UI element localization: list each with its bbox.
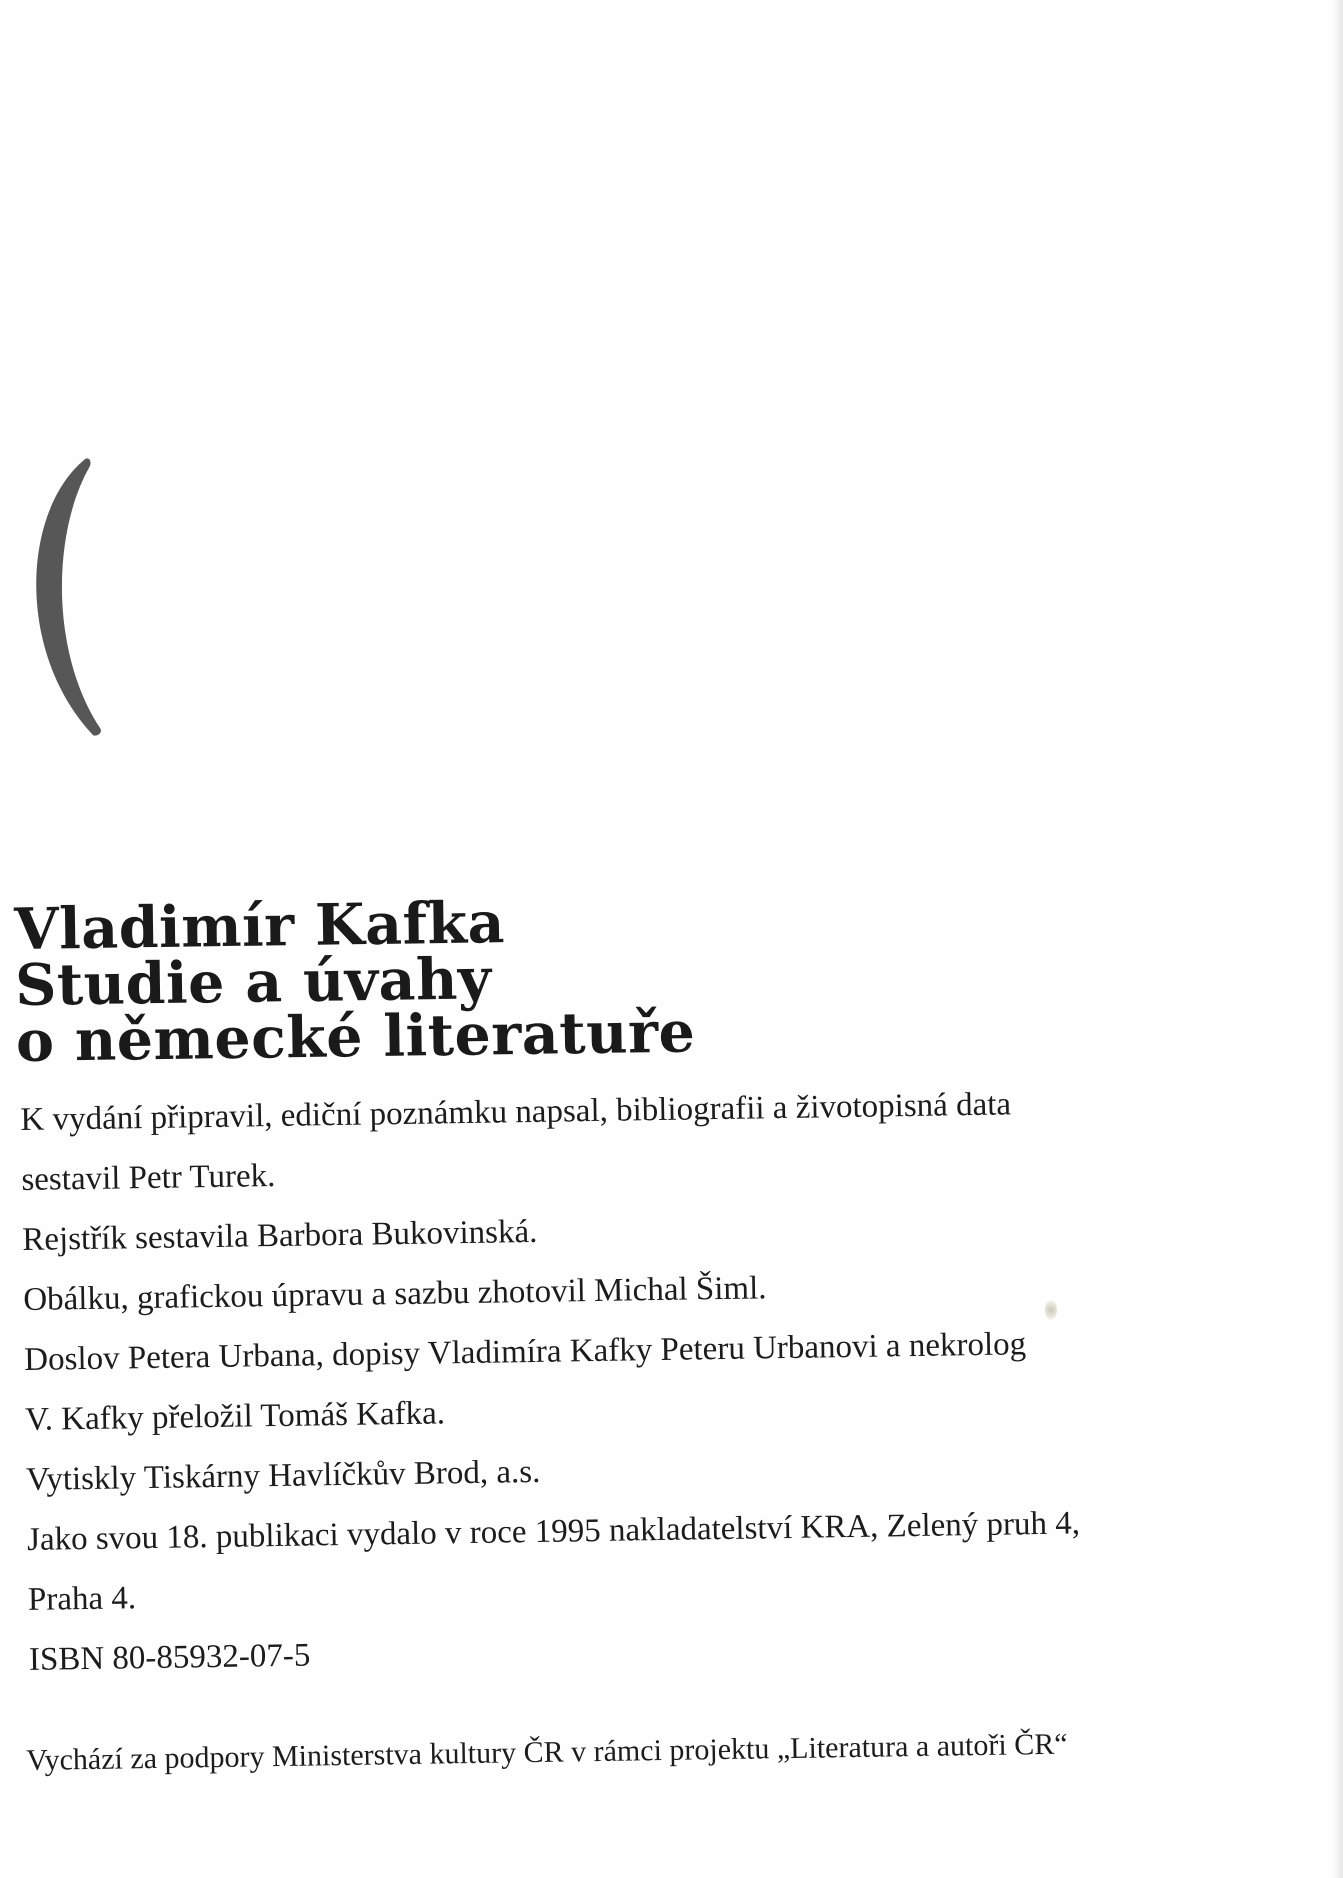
imprint-line: Obálku, grafickou úpravu a sazbu zhotovil Michal Šiml.: [23, 1270, 767, 1318]
imprint-line: Jako svou 18. publikaci vydalo v roce 1995 nakladatelství KRA, Zelený pruh 4,: [26, 1505, 1081, 1558]
imprint-line: Vytiskly Tiskárny Havlíčkův Brod, a.s.: [25, 1453, 541, 1498]
bracket-arc-icon: [12, 452, 102, 742]
imprint-line: K vydání připravil, ediční poznámku napsal, bibliografii a životopisná data: [20, 1086, 1012, 1138]
book-title-line-1: Studie a úvahy: [14, 945, 492, 1019]
imprint-line: V. Kafky přeložil Tomáš Kafka.: [24, 1395, 446, 1438]
paper-speck: [1045, 1300, 1057, 1320]
author-name: Vladimír Kafka: [13, 889, 506, 963]
book-title-line-2: o německé literatuře: [15, 998, 696, 1075]
isbn: ISBN 80-85932-07-5: [28, 1637, 311, 1678]
imprint-line: Doslov Petera Urbana, dopisy Vladimíra Kafky Peteru Urbanovi a nekrolog: [23, 1326, 1027, 1378]
imprint-line: sestavil Petr Turek.: [21, 1158, 276, 1198]
imprint-line: Praha 4.: [27, 1580, 137, 1618]
imprint-line: Rejstřík sestavila Barbora Bukovinská.: [22, 1213, 538, 1258]
book-title-block: [13, 889, 696, 1075]
support-note: Vychází za podpory Ministerstva kultury ČR v rámci projektu „Literatura a autoři ČR“: [26, 1727, 1068, 1777]
page-edge-shadow: [1333, 0, 1343, 1878]
imprint-text: [20, 1071, 1259, 1690]
